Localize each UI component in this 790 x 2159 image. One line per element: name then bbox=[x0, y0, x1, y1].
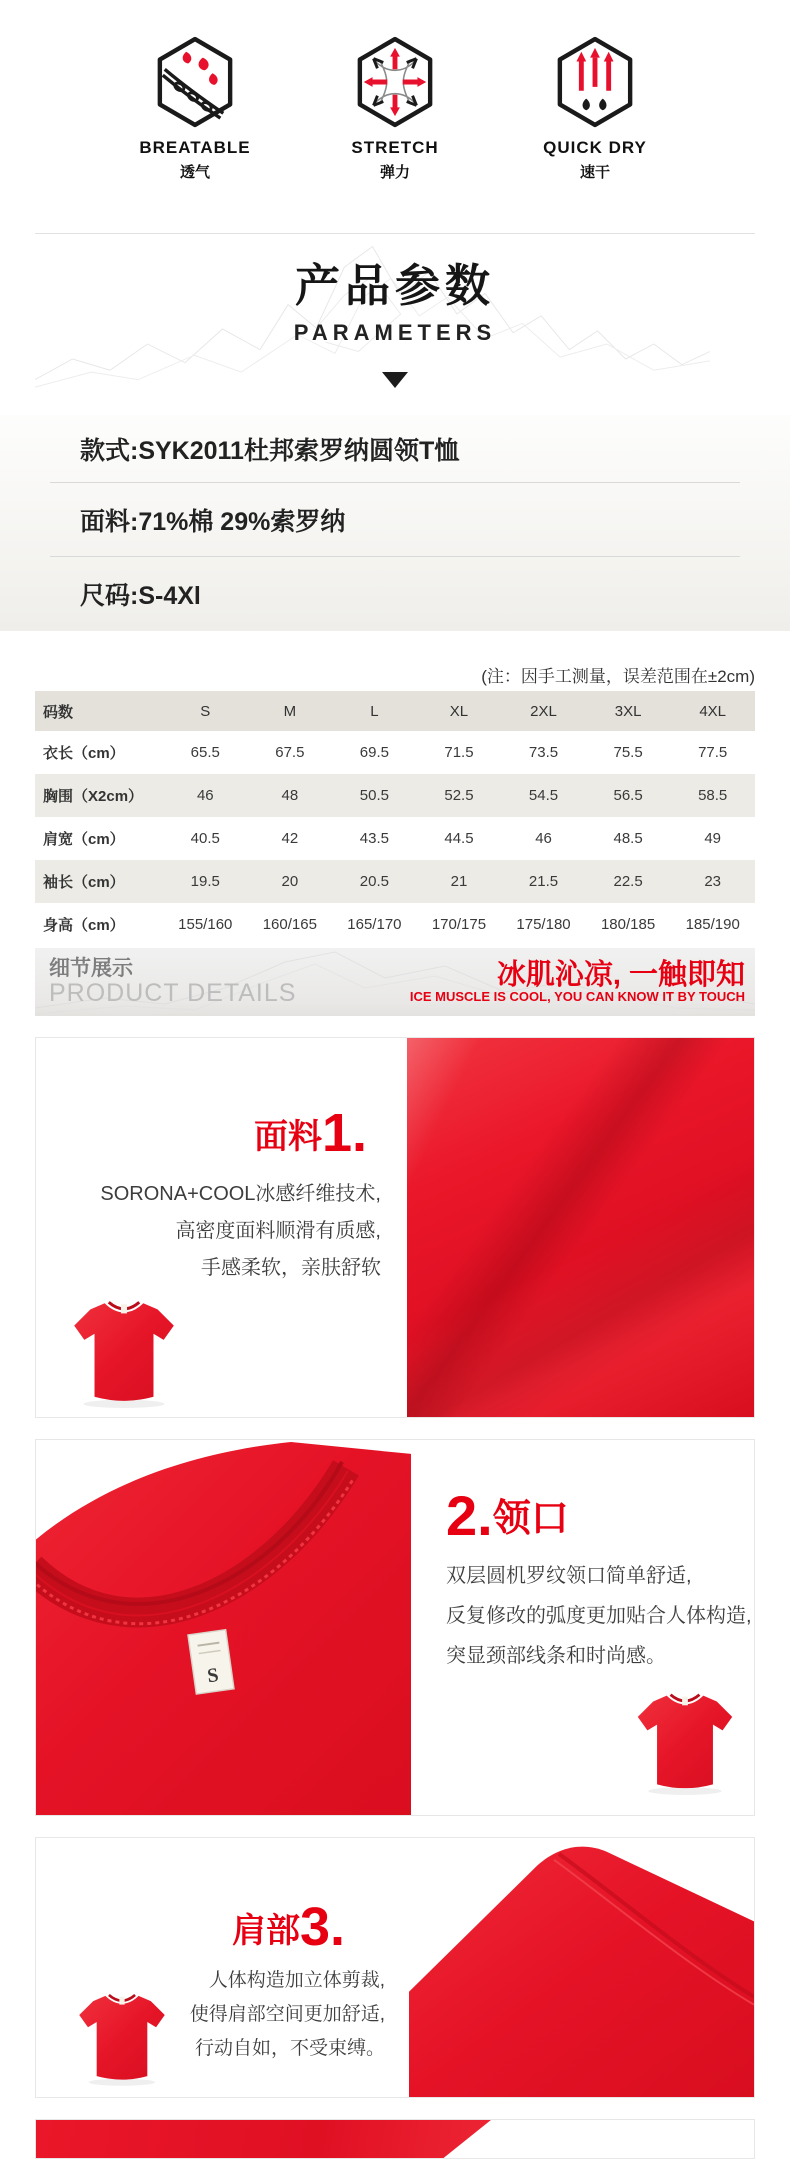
table-row bbox=[35, 774, 755, 817]
cell: 46 bbox=[535, 830, 552, 847]
section-number: 1. bbox=[321, 1103, 367, 1163]
cell: 48.5 bbox=[613, 830, 643, 847]
fabric-closeup-image bbox=[36, 2120, 510, 2158]
header-cell: S bbox=[200, 702, 211, 720]
details-title-zh: 细节展示 bbox=[49, 956, 133, 980]
cell: 75.5 bbox=[613, 744, 643, 761]
cell: 52.5 bbox=[444, 787, 474, 804]
fabric-section-title bbox=[253, 1103, 367, 1163]
row-label: 肩宽（cm） bbox=[43, 831, 125, 848]
cell: 185/190 bbox=[685, 916, 740, 933]
header-cell: XL bbox=[449, 702, 469, 720]
feature-label-zh: 透气 bbox=[179, 164, 210, 181]
section-title-en: PARAMETERS bbox=[293, 320, 497, 345]
feature-label-zh: 弹力 bbox=[379, 164, 410, 181]
cell: 54.5 bbox=[528, 787, 559, 804]
details-slogan-zh: 冰肌沁凉, 一触即知 bbox=[496, 958, 745, 991]
detail-card-fabric bbox=[35, 1037, 755, 1418]
details-title bbox=[49, 958, 296, 1006]
collar-size-tag bbox=[188, 1630, 234, 1694]
cell: 19.5 bbox=[190, 873, 220, 890]
header-cell: 4XL bbox=[699, 702, 727, 720]
section-title-text: 肩部 bbox=[231, 1912, 300, 1950]
header-cell: L bbox=[370, 702, 379, 720]
cell: 21 bbox=[450, 873, 468, 890]
collar-description bbox=[446, 1556, 754, 1676]
header-cell: M bbox=[283, 702, 297, 720]
cell: 69.5 bbox=[359, 744, 389, 761]
cell: 43.5 bbox=[359, 830, 389, 847]
cell: 165/170 bbox=[347, 916, 402, 933]
size-chart-table bbox=[35, 691, 755, 946]
table-row bbox=[35, 731, 755, 774]
details-slogan bbox=[410, 960, 745, 1004]
stretch-icon bbox=[354, 36, 436, 128]
cell: 77.5 bbox=[698, 744, 728, 761]
cell: 23 bbox=[704, 873, 722, 890]
breathable-icon bbox=[154, 36, 236, 128]
description-line: 双层圆机罗纹领口简单舒适, bbox=[446, 1565, 692, 1587]
cell: 73.5 bbox=[528, 744, 559, 761]
cell: 46 bbox=[196, 787, 214, 804]
cell: 65.5 bbox=[190, 744, 220, 761]
description-line: 突显颈部线条和时尚感。 bbox=[446, 1645, 666, 1667]
cell: 160/165 bbox=[262, 916, 317, 933]
cell: 56.5 bbox=[613, 787, 643, 804]
collar-closeup-image bbox=[36, 1440, 411, 1815]
fabric-closeup-image bbox=[407, 1038, 754, 1417]
row-label: 胸围（X2cm） bbox=[43, 788, 144, 805]
section-number: 2. bbox=[446, 1484, 493, 1547]
cell: 175/180 bbox=[516, 916, 571, 933]
product-style-row: 款式:SYK2011杜邦索罗纳圆领T恤 bbox=[50, 415, 740, 483]
product-details-banner bbox=[35, 948, 755, 1016]
shoulder-section-title bbox=[231, 1897, 345, 1957]
row-label: 身高（cm） bbox=[43, 917, 125, 934]
section-title-text: 面料 bbox=[253, 1118, 322, 1156]
header-cell: 码数 bbox=[43, 703, 74, 721]
row-label: 衣长（cm） bbox=[43, 745, 125, 762]
section-title-zh: 产品参数 bbox=[294, 260, 495, 311]
cell: 170/175 bbox=[431, 916, 487, 933]
details-slogan-en: ICE MUSCLE IS COOL, YOU CAN KNOW IT BY TOUCH bbox=[409, 989, 745, 1005]
section-title-text: 领口 bbox=[492, 1498, 569, 1540]
cell: 20.5 bbox=[359, 873, 389, 890]
size-chart-header-row bbox=[35, 691, 755, 731]
detail-card-collar bbox=[35, 1439, 755, 1816]
cell: 48 bbox=[281, 787, 299, 804]
cell: 58.5 bbox=[698, 787, 728, 804]
header-cell: 2XL bbox=[530, 702, 557, 720]
feature-icons-row bbox=[0, 0, 790, 233]
cell: 180/185 bbox=[600, 916, 656, 933]
tag-size-text: S bbox=[205, 1664, 220, 1688]
cell: 71.5 bbox=[444, 744, 474, 761]
tshirt-thumbnail-image bbox=[632, 1681, 738, 1799]
description-line: 手感柔软，亲肤舒软 bbox=[201, 1257, 381, 1279]
description-line: 高密度面料顺滑有质感, bbox=[175, 1220, 381, 1242]
section-number: 3. bbox=[299, 1897, 345, 1957]
measurement-note: (注：因手工测量，误差范围在±2cm) bbox=[481, 667, 755, 686]
description-line: SORONA+COOL冰感纤维技术, bbox=[100, 1183, 381, 1205]
cell: 50.5 bbox=[359, 787, 389, 804]
collar-section-title bbox=[446, 1484, 754, 1547]
table-row bbox=[35, 903, 755, 946]
product-size-row: 尺码:S-4Xl bbox=[80, 582, 201, 610]
product-fabric-row: 面料:71%棉 29%索罗纳 bbox=[50, 483, 740, 557]
cell: 40.5 bbox=[190, 830, 220, 847]
cell: 42 bbox=[281, 830, 299, 847]
cell: 44.5 bbox=[444, 830, 474, 847]
feature-label-en: BREATABLE bbox=[139, 138, 251, 157]
table-row bbox=[35, 817, 755, 860]
description-line: 人体构造加立体剪裁, bbox=[208, 1970, 385, 1991]
cell: 155/160 bbox=[178, 916, 233, 933]
feature-breathable bbox=[136, 36, 254, 233]
cell: 21.5 bbox=[528, 873, 559, 890]
shoulder-description bbox=[190, 1964, 385, 2066]
detail-card-shoulder bbox=[35, 1837, 755, 2098]
cell: 67.5 bbox=[275, 744, 305, 761]
description-line: 使得肩部空间更加舒适, bbox=[189, 2004, 385, 2025]
shoulder-closeup-image bbox=[409, 1838, 754, 2097]
tshirt-thumbnail-image bbox=[68, 1289, 180, 1411]
parameters-header bbox=[0, 233, 790, 415]
feature-label-zh: 速干 bbox=[579, 164, 610, 181]
tshirt-thumbnail-image bbox=[74, 1983, 170, 2089]
quick-dry-icon bbox=[554, 36, 636, 128]
feature-label-en: STRETCH bbox=[351, 138, 439, 157]
cell: 20 bbox=[281, 873, 299, 890]
feature-label-en: QUICK DRY bbox=[543, 138, 647, 157]
product-info-panel bbox=[0, 415, 790, 631]
row-label: 袖长（cm） bbox=[43, 874, 125, 891]
down-triangle-icon bbox=[382, 372, 408, 388]
feature-quick-dry bbox=[536, 36, 654, 233]
description-line: 行动自如，不受束缚。 bbox=[194, 2038, 385, 2059]
description-line: 反复修改的弧度更加贴合人体构造, bbox=[446, 1605, 752, 1627]
detail-card-next-partial bbox=[35, 2119, 755, 2159]
fabric-description bbox=[100, 1176, 381, 1287]
cell: 22.5 bbox=[613, 873, 643, 890]
feature-stretch bbox=[336, 36, 454, 233]
header-cell: 3XL bbox=[614, 702, 642, 720]
table-row bbox=[35, 860, 755, 903]
cell: 49 bbox=[704, 830, 722, 847]
details-title-en: PRODUCT DETAILS bbox=[49, 978, 297, 1007]
